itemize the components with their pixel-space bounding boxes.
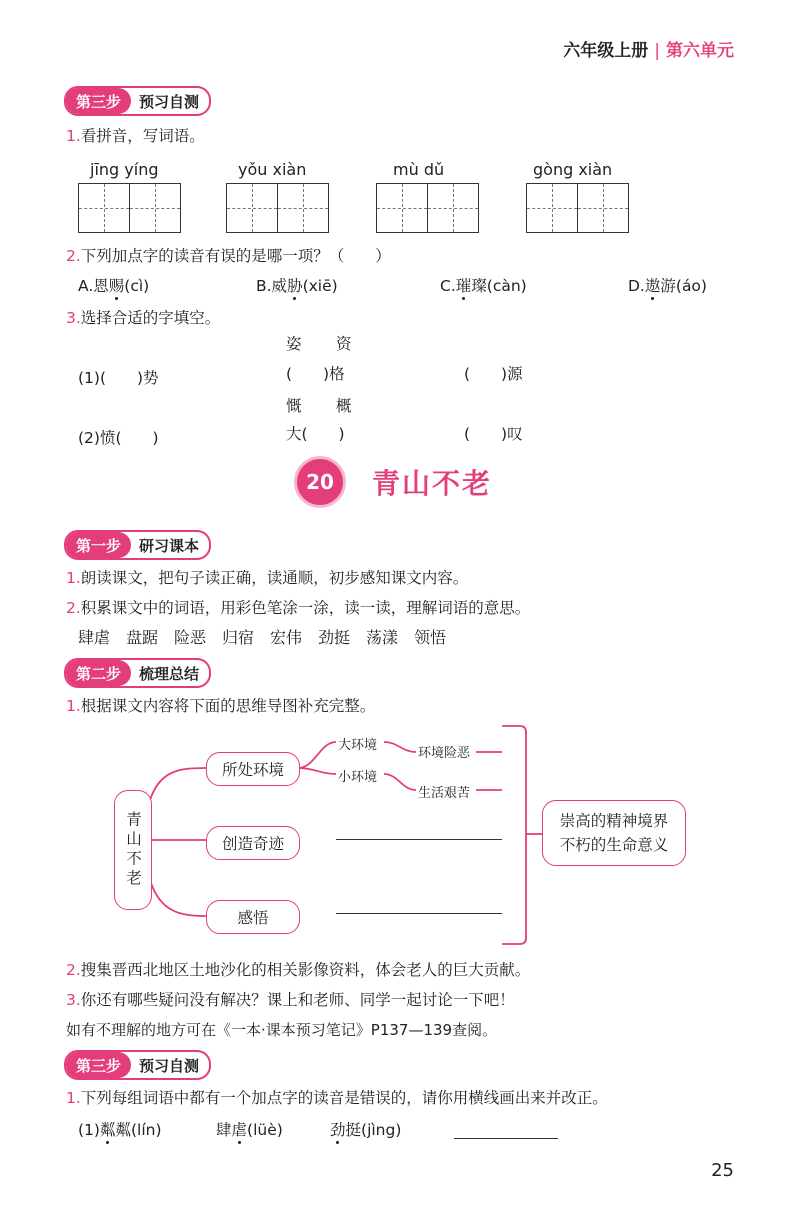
option-text: (xiē) — [302, 277, 338, 295]
header-separator: | — [654, 41, 660, 61]
step-label: 第一步 — [66, 532, 131, 558]
option-text: D. — [628, 277, 645, 295]
option-text: B.威 — [256, 277, 288, 295]
step-title: 梳理总结 — [139, 664, 200, 683]
question-3 — [66, 990, 515, 1010]
choice-char-b: 资 — [336, 335, 352, 353]
word-group-3 — [330, 1120, 401, 1140]
step-label: 第三步 — [66, 1052, 131, 1078]
word-text: (lüè) — [247, 1121, 283, 1139]
task-number: 1. — [66, 569, 81, 587]
question-text: 选择合适的字填空。 — [80, 309, 221, 327]
fill-row1-left[interactable]: (1)( )势 — [78, 369, 159, 387]
mindmap-label-danger: 环境险恶 — [418, 746, 471, 761]
question-number: 1. — [66, 1089, 81, 1107]
option-text: C. — [440, 277, 456, 295]
blank-line-insight[interactable] — [336, 913, 502, 914]
step-badge — [64, 1050, 211, 1080]
step-title: 预习自测 — [139, 92, 200, 111]
fill-row1-right[interactable]: ( )源 — [464, 365, 523, 383]
reference-note: 如有不理解的地方可在《一本·课本预习笔记》P137—139查阅。 — [66, 1021, 498, 1039]
mindmap-label-hardship: 生活艰苦 — [418, 786, 471, 801]
dotted-char: 遨 — [644, 277, 661, 295]
pinyin-2: yǒu xiàn — [238, 160, 307, 179]
question-number: 3. — [66, 991, 81, 1009]
dotted-char: 劲 — [330, 1121, 346, 1139]
mindmap-label-small-env: 小环境 — [338, 770, 378, 785]
question-text: 下列加点字的读音有误的是哪一项？（ ） — [80, 247, 391, 265]
fill-row1-mid[interactable]: ( )格 — [286, 365, 345, 383]
question-number: 1. — [66, 697, 81, 715]
mindmap-branch-miracle: 创造奇迹 — [206, 826, 300, 860]
result-line: 不朽的生命意义 — [559, 836, 669, 854]
word-group-1 — [78, 1120, 162, 1140]
pinyin-1: jīng yíng — [90, 160, 159, 179]
choice-char-c: 慨 — [286, 397, 302, 415]
pinyin-3: mù dǔ — [393, 160, 445, 179]
fill-row2-right[interactable]: ( )叹 — [464, 425, 523, 443]
page-number: 25 — [711, 1160, 734, 1181]
dotted-char: 胁 — [287, 277, 303, 295]
choice-char-a: 姿 — [286, 335, 302, 353]
dotted-char: 璀 — [455, 277, 472, 295]
word-text: (1) — [78, 1121, 100, 1139]
question-number: 3. — [66, 309, 81, 327]
mindmap-branch-insight: 感悟 — [206, 900, 300, 934]
answer-line[interactable] — [454, 1138, 558, 1139]
question-number: 2. — [66, 961, 81, 979]
question-text: 下列每组词语中都有一个加点字的读音是错误的，请你用横线画出来并改正。 — [80, 1089, 608, 1107]
blank-line-miracle[interactable] — [336, 839, 502, 840]
option-text: (cì) — [124, 277, 150, 295]
pinyin-4: gòng xiàn — [533, 160, 613, 179]
question-text: 看拼音，写词语。 — [80, 127, 205, 145]
task-text: 朗读课文，把句子读正确，读通顺，初步感知课文内容。 — [80, 569, 469, 587]
step-label: 第三步 — [66, 88, 131, 114]
option-text: A.恩 — [78, 277, 109, 295]
mindmap-root: 青山不老 — [114, 790, 152, 910]
dotted-char: 粼 — [99, 1121, 116, 1139]
step-title: 预习自测 — [139, 1056, 200, 1075]
option-text: 游(áo) — [660, 277, 707, 295]
question-text: 你还有哪些疑问没有解决？课上和老师、同学一起讨论一下吧！ — [80, 991, 515, 1009]
question-2 — [66, 960, 530, 980]
question-1 — [66, 1088, 608, 1108]
mindmap-result — [542, 800, 686, 866]
step-title: 研习课本 — [139, 536, 200, 555]
unit-label: 第六单元 — [666, 41, 734, 61]
question-text: 搜集晋西北地区土地沙化的相关影像资料，体会老人的巨大贡献。 — [80, 961, 531, 979]
word-text: 肆 — [216, 1121, 232, 1139]
task-text: 积累课文中的词语，用彩色笔涂一涂，读一读，理解词语的意思。 — [80, 599, 531, 617]
mindmap-branch-environment: 所处环境 — [206, 752, 300, 786]
fill-row2-mid[interactable]: 大( ) — [286, 425, 345, 443]
choice-char-d: 概 — [336, 397, 352, 415]
question-number: 1. — [66, 127, 81, 145]
option-text: 璨(càn) — [471, 277, 527, 295]
word-text: 粼(lín) — [115, 1121, 162, 1139]
question-text: 根据课文内容将下面的思维导图补充完整。 — [80, 697, 376, 715]
mindmap-label-large-env: 大环境 — [338, 738, 378, 753]
question-number: 2. — [66, 247, 81, 265]
task-number: 2. — [66, 599, 81, 617]
grade-label: 六年级上册 — [563, 41, 649, 61]
word-group-2 — [216, 1120, 283, 1140]
lesson-title: 青山不老 — [372, 467, 493, 500]
word-text: 挺(jìng) — [345, 1121, 402, 1139]
dotted-char: 虐 — [231, 1121, 248, 1139]
result-line: 崇高的精神境界 — [559, 812, 669, 830]
vocabulary-list: 肆虐 盘踞 险恶 归宿 宏伟 劲挺 荡漾 领悟 — [78, 628, 447, 647]
dotted-char: 赐 — [108, 277, 125, 295]
fill-row2-left[interactable]: (2)愤( ) — [78, 429, 159, 447]
lesson-number-badge: 20 — [294, 456, 346, 508]
step-label: 第二步 — [66, 660, 131, 686]
